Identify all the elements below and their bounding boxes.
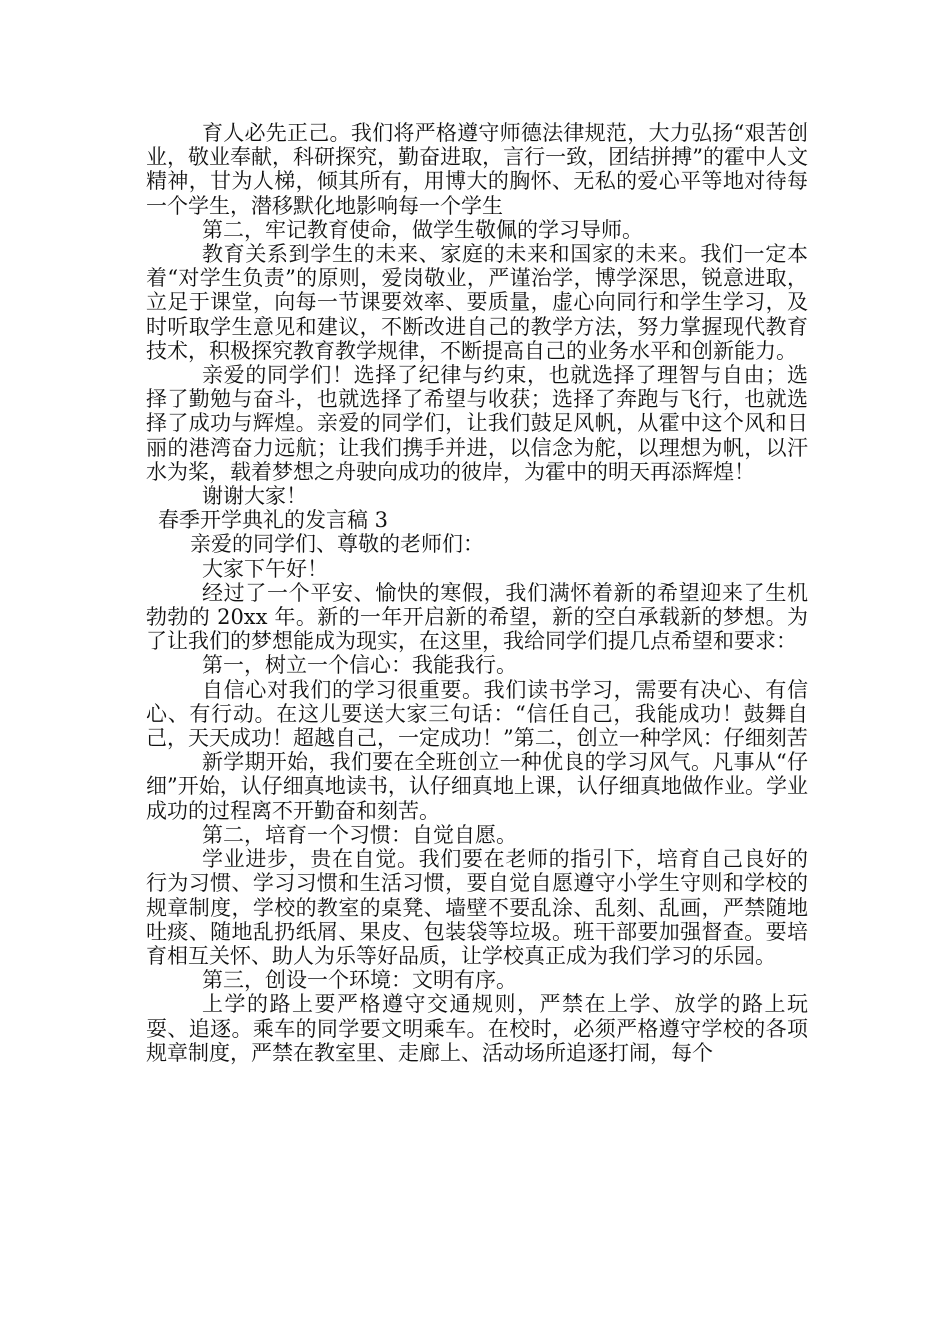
- paragraph: 自信心对我们的学习很重要。我们读书学习，需要有决心、有信心、有行动。在这儿要送大家三句话：“信任自己，我能成功！鼓舞自己，天天成功！超越自己，一定成功！”第二，创立一种学风：仔细刻苦: [146, 677, 808, 751]
- paragraph: 经过了一个平安、愉快的寒假，我们满怀着新的希望迎来了生机勃勃的 20xx 年。新的一年开启新的希望，新的空白承载新的梦想。为了让我们的梦想能成为现实，在这里，我给同学们提几点希望和要求：: [146, 580, 808, 654]
- salutation: 亲爱的同学们、尊敬的老师们：: [190, 532, 484, 557]
- paragraph: 第二，培育一个习惯：自觉自愿。: [202, 822, 517, 847]
- paragraph: 第二，牢记教育使命，做学生敬佩的学习导师。: [202, 217, 643, 242]
- paragraph: 谢谢大家！: [202, 484, 307, 509]
- paragraph: 第一，树立一个信心：我能我行。: [202, 653, 517, 678]
- paragraph: 学业进步，贵在自觉。我们要在老师的指引下，培育自己良好的行为习惯、学习习惯和生活习惯，要自觉自愿遵守小学生守则和学校的规章制度，学校的教室的桌凳、墙壁不要乱涂、乱刻、乱画，严禁随地吐痰、随地乱扔纸屑、果皮、包装袋等垃圾。班干部要加强督查。要培育相互关怀、助人为乐等好品质，让学校真正成为我们学习的乐园。: [146, 847, 808, 968]
- paragraph: 教育关系到学生的未来、家庭的未来和国家的未来。我们一定本着“对学生负责”的原则，爱岗敬业，严谨治学，博学深思，锐意进取，立足于课堂，向每一节课要效率、要质量，虚心向同行和学生学习，及时听取学生意见和建议，不断改进自己的教学方法，努力掌握现代教育技术，积极探究教育教学规律，不断提高自己的业务水平和创新能力。: [146, 242, 808, 363]
- paragraph: 上学的路上要严格遵守交通规则，严禁在上学、放学的路上玩耍、追逐。乘车的同学要文明乘车。在校时，必须严格遵守学校的各项规章制度，严禁在教室里、走廊上、活动场所追逐打闹，每个: [146, 992, 808, 1065]
- paragraph: 第三，创设一个环境：文明有序。: [202, 968, 517, 993]
- paragraph: 育人必先正己。我们将严格遵守师德法律规范，大力弘扬“艰苦创业，敬业奉献，科研探究，勤奋进取，言行一致，团结拼搏”的霍中人文精神，甘为人梯，倾其所有，用博大的胸怀、无私的爱心平等地对待每一个学生，潜移默化地影响每一个学生: [146, 121, 808, 218]
- paragraph: 亲爱的同学们！选择了纪律与约束，也就选择了理智与自由；选择了勤勉与奋斗，也就选择了希望与收获；选择了奔跑与飞行，也就选择了成功与辉煌。亲爱的同学们，让我们鼓足风帆，从霍中这个风和日丽的港湾奋力远航；让我们携手并进，以信念为舵，以理想为帆，以汗水为桨，载着梦想之舟驶向成功的彼岸，为霍中的明天再添辉煌！: [146, 363, 808, 484]
- section-heading: 春季开学典礼的发言稿 3: [158, 508, 389, 533]
- paragraph: 新学期开始，我们要在全班创立一种优良的学习风气。凡事从“仔细”开始，认仔细真地读书，认仔细真地上课，认仔细真地做作业。学业成功的过程离不开勤奋和刻苦。: [146, 750, 808, 823]
- document-page: [146, 121, 808, 1065]
- paragraph: 大家下午好！: [202, 556, 328, 581]
